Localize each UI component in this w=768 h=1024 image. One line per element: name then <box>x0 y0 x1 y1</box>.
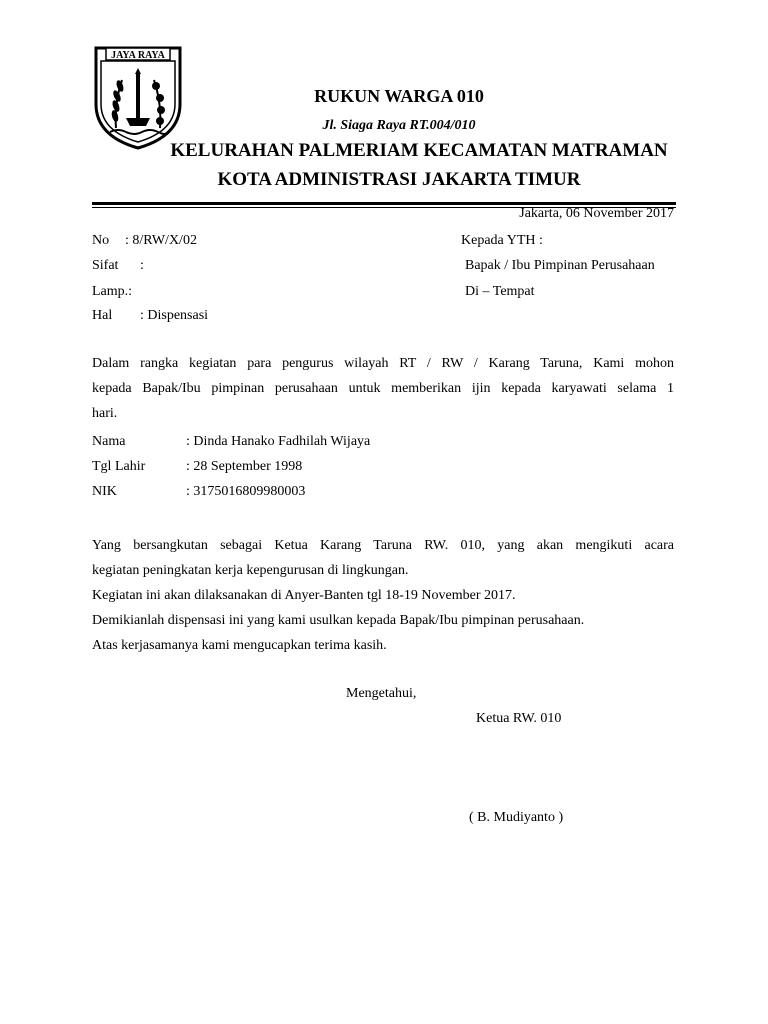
recipient-location: Di – Tempat <box>465 284 535 299</box>
kota-heading: KOTA ADMINISTRASI JAKARTA TIMUR <box>217 169 581 190</box>
organization-address: Jl. Siaga Raya RT.004/010 <box>322 118 476 133</box>
sifat-value: : <box>140 258 144 273</box>
nama-label: Nama <box>92 434 126 449</box>
paragraph-request <box>92 351 674 426</box>
paragraph-line: hari. <box>92 406 118 421</box>
hal-value: : Dispensasi <box>140 308 209 323</box>
paragraph-details <box>92 533 674 658</box>
no-value: : 8/RW/X/02 <box>125 233 197 248</box>
kelurahan-heading: KELURAHAN PALMERIAM KECAMATAN MATRAMAN <box>170 140 668 161</box>
signatory-name: ( B. Mudiyanto ) <box>469 810 564 825</box>
sifat-label: Sifat <box>92 258 119 273</box>
letter-date: Jakarta, 06 November 2017 <box>519 206 674 221</box>
tgl-lahir-label: Tgl Lahir <box>92 459 146 474</box>
organization-title: RUKUN WARGA 010 <box>314 86 484 106</box>
paragraph-line: Atas kerjasamanya kami mengucapkan terima kasih. <box>92 638 387 653</box>
tgl-lahir-value: : 28 September 1998 <box>186 459 303 474</box>
paragraph-line: kepada Bapak/Ibu pimpinan perusahaan untuk memberikan ijin kepada karyawati selama 1 <box>92 381 674 396</box>
letterhead-divider-thick <box>92 202 676 205</box>
paragraph-line: kegiatan peningkatan kerja kepengurusan di lingkungan. <box>92 563 409 578</box>
lampiran-label: Lamp.: <box>92 284 133 299</box>
signatory-title: Ketua RW. 010 <box>476 711 562 726</box>
logo-banner-text: JAYA RAYA <box>111 50 165 61</box>
paragraph-line: Dalam rangka kegiatan para pengurus wilayah RT / RW / Karang Taruna, Kami mohon <box>92 356 674 371</box>
recipient-heading: Kepada YTH : <box>461 233 543 248</box>
paragraph-line: Kegiatan ini akan dilaksanakan di Anyer-Banten tgl 18-19 November 2017. <box>92 588 516 603</box>
recipient-name: Bapak / Ibu Pimpinan Perusahaan <box>465 258 655 273</box>
nama-value: : Dinda Hanako Fadhilah Wijaya <box>186 434 371 449</box>
nik-value: : 3175016809980003 <box>186 484 306 499</box>
nik-label: NIK <box>92 484 117 499</box>
no-label: No <box>92 233 110 248</box>
paragraph-line: Yang bersangkutan sebagai Ketua Karang Taruna RW. 010, yang akan mengikuti acara <box>92 538 674 553</box>
paragraph-line: Demikianlah dispensasi ini yang kami usulkan kepada Bapak/Ibu pimpinan perusahaan. <box>92 613 585 628</box>
hal-label: Hal <box>92 308 113 323</box>
acknowledged-label: Mengetahui, <box>346 686 417 701</box>
